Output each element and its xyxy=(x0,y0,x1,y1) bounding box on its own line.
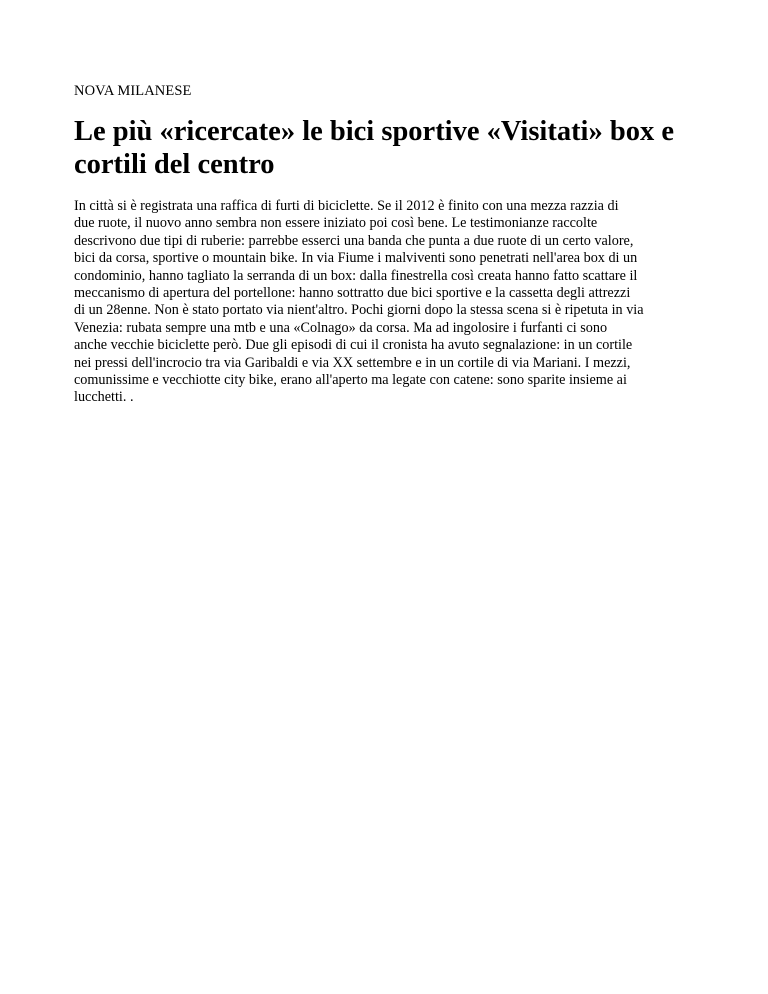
article-headline: Le più «ricercate» le bici sportive «Visitati» box e cortili del centro xyxy=(74,116,674,180)
article-kicker: NOVA MILANESE xyxy=(74,83,192,99)
article-body: In città si è registrata una raffica di furti di biciclette. Se il 2012 è finito con una mezza razzia di due ruote, il nuovo anno sembra non essere iniziato poi così bene. Le testimonianze raccolte descrivono due tipi di ruberie: parrebbe esserci una banda che punta a due ruote di un certo valore, bici da corsa, sportive o mountain bike. In via Fiume i malviventi sono penetrati nell'area box di un condominio, hanno tagliato la serranda di un box: dalla finestrella così creata hanno fatto scattare il meccanismo di apertura del portellone: hanno sottratto due bici sportive e la cassetta degli attrezzi di un 28enne. Non è stato portato via nient'altro. Pochi giorni dopo la stessa scena si è ripetuta in via Venezia: rubata sempre una mtb e una «Colnago» da corsa. Ma ad ingolosire i furfanti ci sono anche vecchie biciclette però. Due gli episodi di cui il cronista ha avuto segnalazione: in un cortile nei pressi dell'incrocio tra via Garibaldi e via XX settembre e in un cortile di via Mariani. I mezzi, comunissime e vecchiotte city bike, erano all'aperto ma legate con catene: sono sparite insieme ai lucchetti. . xyxy=(74,198,644,406)
